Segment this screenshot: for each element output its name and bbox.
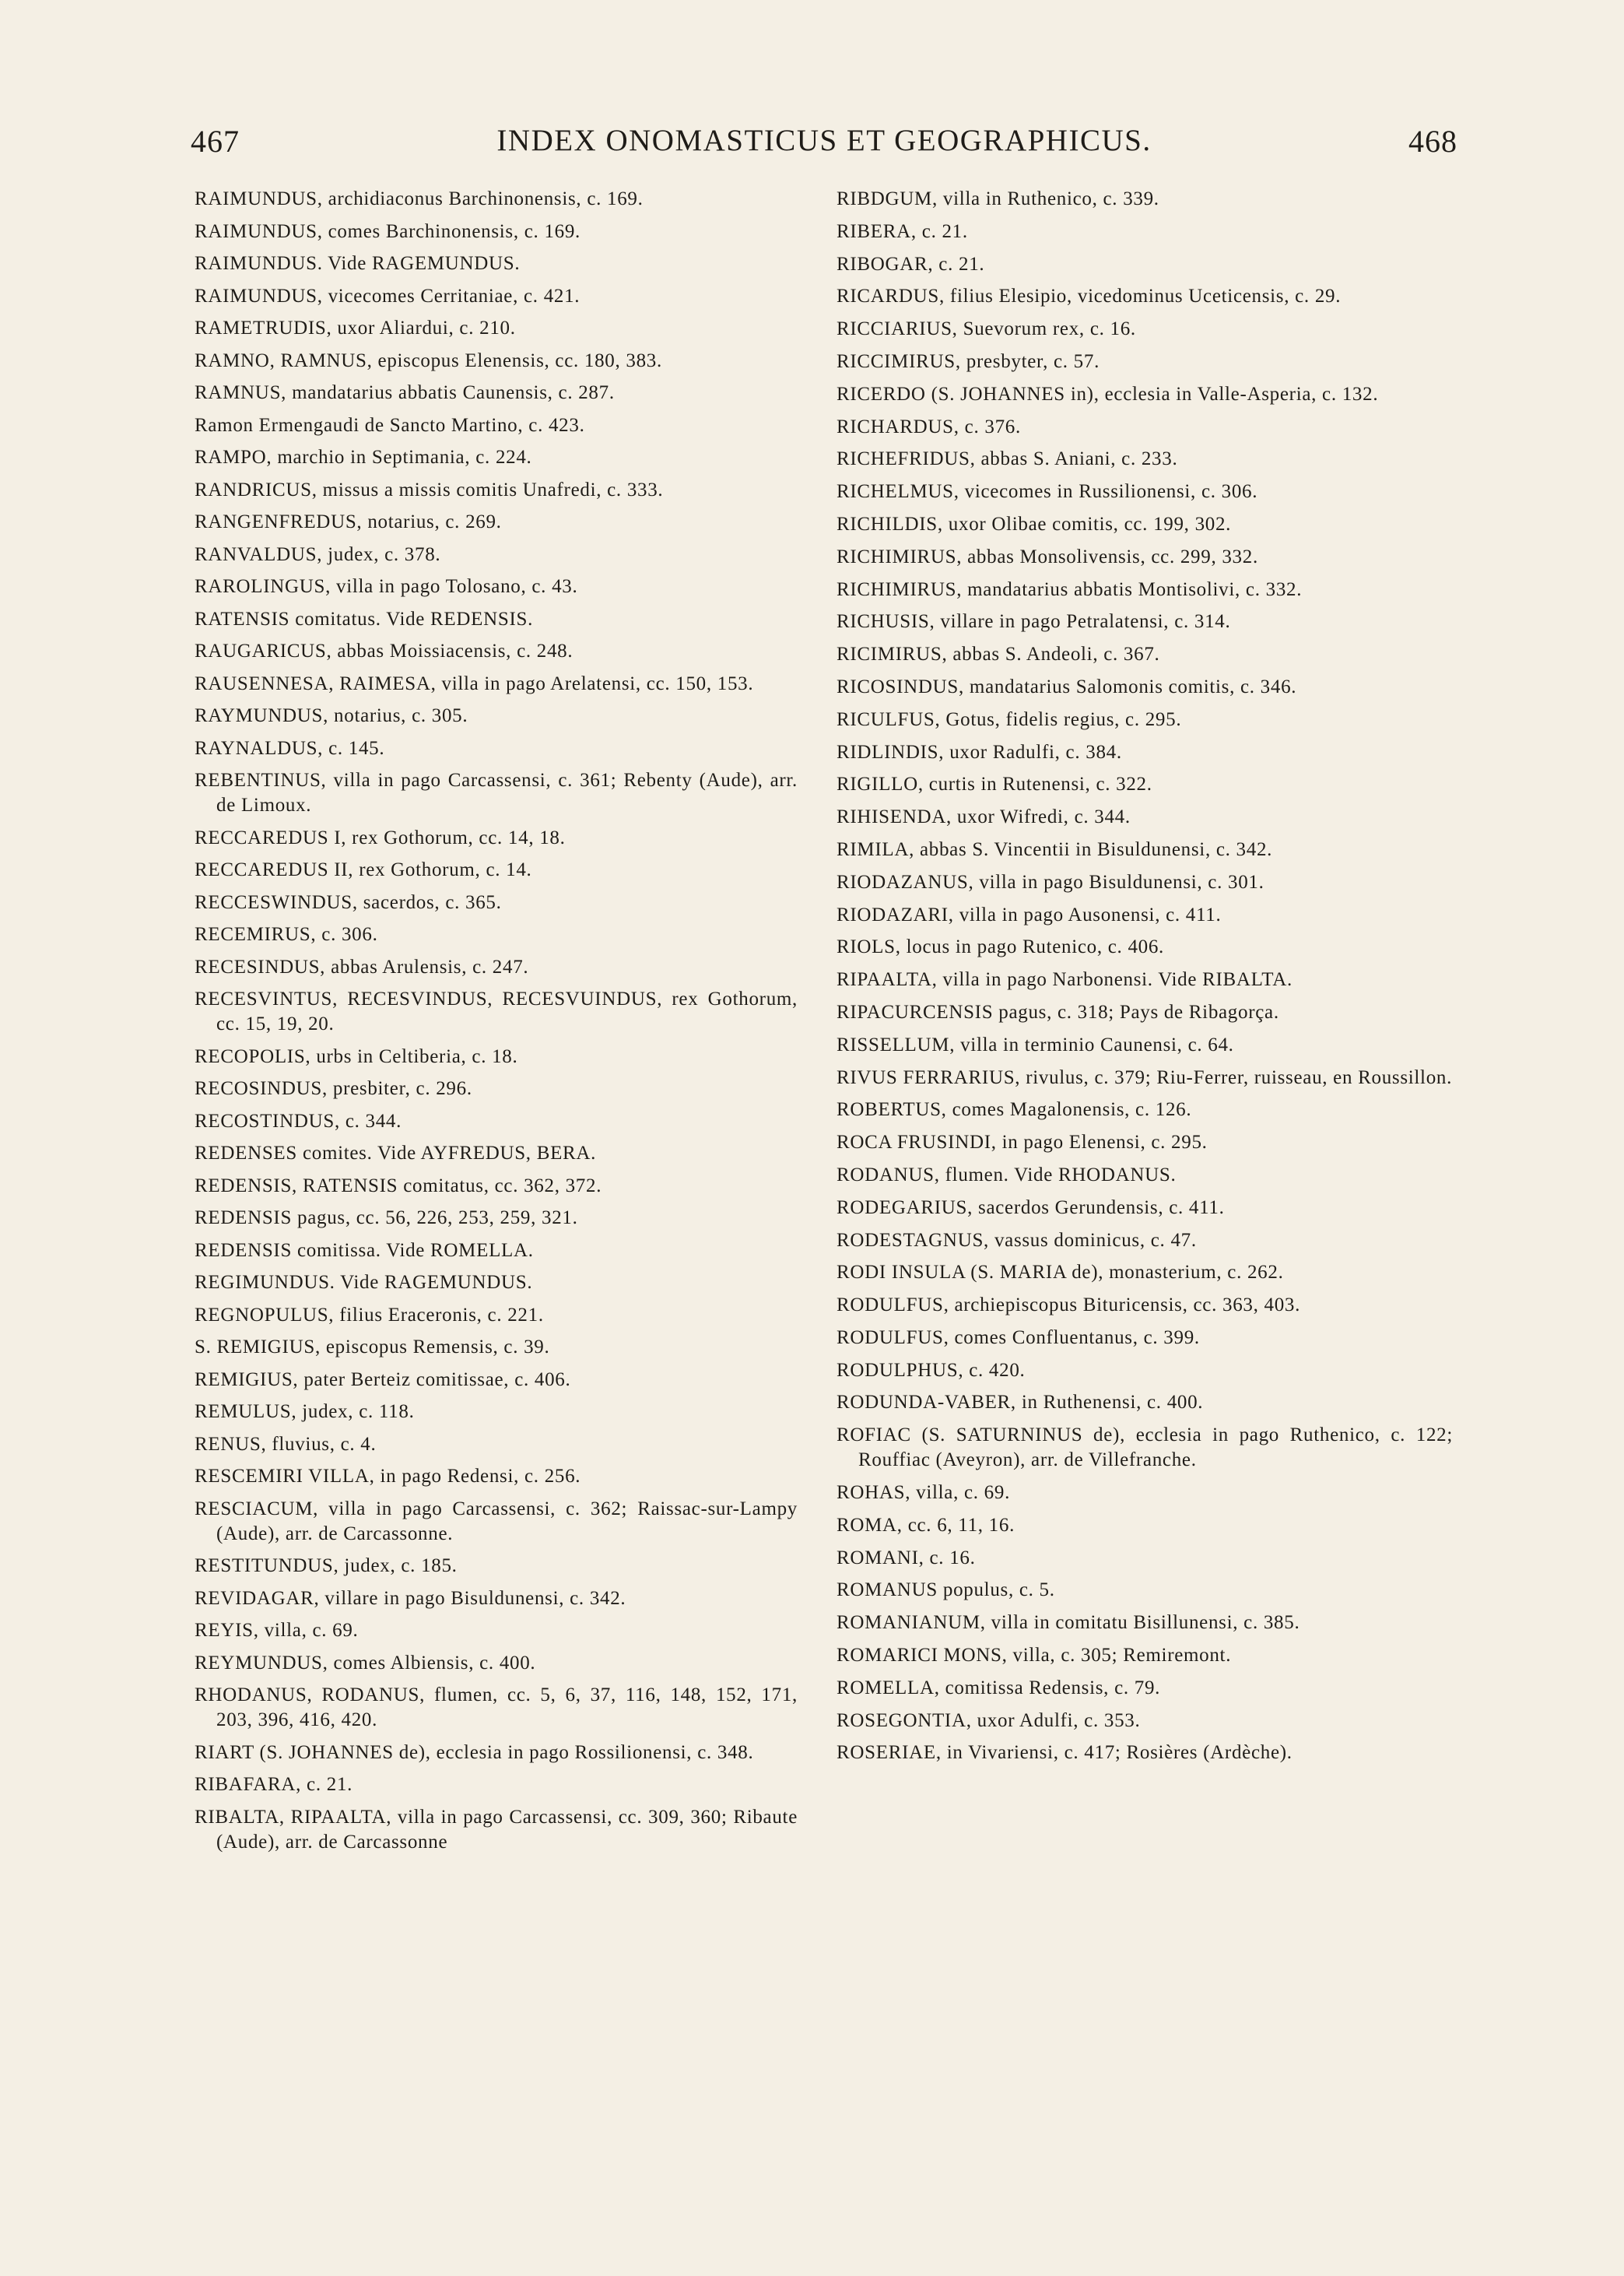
index-entry: RAMETRUDIS, uxor Aliardui, c. 210. bbox=[195, 318, 516, 339]
index-entry: RAUGARICUS, abbas Moissiacensis, c. 248. bbox=[195, 641, 573, 662]
index-entry: RIBALTA, RIPAALTA, villa in pago Carcassensi, cc. 309, 360; Ribaute (Aude), arr. de Carcassonne bbox=[195, 1806, 798, 1853]
index-entry: RICHUSIS, villare in pago Petralatensi, c. 314. bbox=[837, 611, 1231, 633]
index-entry: RANVALDUS, judex, c. 378. bbox=[195, 543, 441, 565]
index-entry: RECEMIRUS, c. 306. bbox=[195, 924, 378, 945]
index-entry: RAMPO, marchio in Septimania, c. 224. bbox=[195, 447, 532, 468]
index-entry: REDENSIS, RATENSIS comitatus, cc. 362, 372. bbox=[195, 1175, 602, 1196]
index-entry: RAMNO, RAMNUS, episcopus Elenensis, cc. 180, 383. bbox=[195, 349, 662, 371]
index-entry: REDENSIS pagus, cc. 56, 226, 253, 259, 321. bbox=[195, 1207, 578, 1228]
index-entry: RIBDGUM, villa in Ruthenico, c. 339. bbox=[837, 188, 1159, 209]
running-title: INDEX ONOMASTICUS ET GEOGRAPHICUS. bbox=[496, 124, 1152, 157]
index-entry: RIBOGAR, c. 21. bbox=[837, 253, 985, 275]
index-entry: RAUSENNESA, RAIMESA, villa in pago Arelatensi, cc. 150, 153. bbox=[195, 673, 754, 694]
index-entry: RECESINDUS, abbas Arulensis, c. 247. bbox=[195, 956, 529, 978]
index-entry: ROMANIANUM, villa in comitatu Bisillunensi, c. 385. bbox=[837, 1612, 1300, 1634]
index-entry: RESCEMIRI VILLA, in pago Redensi, c. 256. bbox=[195, 1466, 581, 1487]
index-entry: RIBERA, c. 21. bbox=[837, 220, 968, 242]
index-entry: RESCIACUM, villa in pago Carcassensi, c. 362; Raissac-sur-Lampy (Aude), arr. de Carcassonne. bbox=[195, 1498, 798, 1544]
index-entry: RENUS, fluvius, c. 4. bbox=[195, 1433, 377, 1455]
page-number-right: 468 bbox=[1408, 124, 1457, 159]
index-entry: REBENTINUS, villa in pago Carcassensi, c. 361; Rebenty (Aude), arr. de Limoux. bbox=[195, 770, 798, 816]
index-entry: RODUNDA-VABER, in Ruthenensi, c. 400. bbox=[837, 1392, 1204, 1414]
index-entry: RIODAZANUS, villa in pago Bisuldunensi, c. 301. bbox=[837, 871, 1264, 893]
index-entry: RICCIARIUS, Suevorum rex, c. 16. bbox=[837, 318, 1136, 340]
index-entry: RECESVINTUS, RECESVINDUS, RECESVUINDUS, rex Gothorum, cc. 15, 19, 20. bbox=[195, 989, 798, 1034]
index-entry: RATENSIS comitatus. Vide REDENSIS. bbox=[195, 608, 534, 630]
index-entry: ROMANUS populus, c. 5. bbox=[837, 1579, 1055, 1601]
index-entry: ROSEGONTIA, uxor Adulfi, c. 353. bbox=[837, 1709, 1141, 1731]
index-entry: RODULPHUS, c. 420. bbox=[837, 1359, 1026, 1381]
index-entry: RODANUS, flumen. Vide RHODANUS. bbox=[837, 1164, 1177, 1185]
index-entry: Ramon Ermengaudi de Sancto Martino, c. 423. bbox=[195, 414, 585, 436]
index-entry: RICHIMIRUS, mandatarius abbatis Montisolivi, c. 332. bbox=[837, 578, 1303, 600]
index-entry: RECCAREDUS I, rex Gothorum, cc. 14, 18. bbox=[195, 827, 566, 848]
index-entry: RIVUS FERRARIUS, rivulus, c. 379; Riu-Ferrer, ruisseau, en Roussillon. bbox=[837, 1066, 1453, 1088]
index-entry: REDENSES comites. Vide AYFREDUS, BERA. bbox=[195, 1143, 597, 1164]
index-entry: ROFIAC (S. SATURNINUS de), ecclesia in pago Ruthenico, c. 122; Rouffiac (Aveyron), arr. de Villefranche. bbox=[837, 1424, 1453, 1471]
index-entry: RODULFUS, comes Confluentanus, c. 399. bbox=[837, 1326, 1200, 1348]
index-entry: RODULFUS, archiepiscopus Bituricensis, cc. 363, 403. bbox=[837, 1294, 1301, 1316]
index-entry: RAIMUNDUS, comes Barchinonensis, c. 169. bbox=[195, 220, 581, 242]
index-entry: RICHEFRIDUS, abbas S. Aniani, c. 233. bbox=[837, 448, 1178, 470]
index-entry: REMULUS, judex, c. 118. bbox=[195, 1401, 415, 1422]
index-entry: REVIDAGAR, villare in pago Bisuldunensi, c. 342. bbox=[195, 1587, 626, 1609]
index-entry: REGNOPULUS, filius Eraceronis, c. 221. bbox=[195, 1304, 544, 1326]
index-entry: RAROLINGUS, villa in pago Tolosano, c. 43. bbox=[195, 576, 578, 597]
index-entry: RICIMIRUS, abbas S. Andeoli, c. 367. bbox=[837, 644, 1160, 666]
index-entry: RAIMUNDUS, vicecomes Cerritaniae, c. 421. bbox=[195, 285, 581, 307]
index-entry: RANDRICUS, missus a missis comitis Unafredi, c. 333. bbox=[195, 479, 664, 501]
index-entry: RISSELLUM, villa in terminio Caunensi, c. 64. bbox=[837, 1034, 1234, 1055]
index-entry: RODI INSULA (S. MARIA de), monasterium, c. 262. bbox=[837, 1262, 1284, 1284]
index-entry: RICHIMIRUS, abbas Monsolivensis, cc. 299, 332. bbox=[837, 546, 1258, 567]
index-entry: RIPACURCENSIS pagus, c. 318; Pays de Ribagorça. bbox=[837, 1001, 1279, 1023]
index-entry: RICOSINDUS, mandatarius Salomonis comitis, c. 346. bbox=[837, 676, 1297, 697]
index-entry: RICCIMIRUS, presbyter, c. 57. bbox=[837, 350, 1100, 372]
index-entry: ROSERIAE, in Vivariensi, c. 417; Rosières (Ardèche). bbox=[837, 1742, 1293, 1764]
index-entry: RHODANUS, RODANUS, flumen, cc. 5, 6, 37, 116, 148, 152, 171, 203, 396, 416, 420. bbox=[195, 1684, 798, 1730]
index-entry: RAYNALDUS, c. 145. bbox=[195, 737, 385, 759]
index-entry: RAIMUNDUS. Vide RAGEMUNDUS. bbox=[195, 253, 521, 274]
index-entry: RIMILA, abbas S. Vincentii in Bisuldunensi, c. 342. bbox=[837, 838, 1273, 860]
index-entry: REGIMUNDUS. Vide RAGEMUNDUS. bbox=[195, 1272, 533, 1293]
index-entry: ROCA FRUSINDI, in pago Elenensi, c. 295. bbox=[837, 1132, 1208, 1154]
page-number-left: 467 bbox=[191, 124, 240, 159]
index-entry: RIBAFARA, c. 21. bbox=[195, 1774, 353, 1795]
index-entry: RANGENFREDUS, notarius, c. 269. bbox=[195, 511, 502, 532]
index-entry: RECOSINDUS, presbiter, c. 296. bbox=[195, 1078, 472, 1099]
index-entry: RODEGARIUS, sacerdos Gerundensis, c. 411. bbox=[837, 1196, 1225, 1218]
index-entry: RECOPOLIS, urbs in Celtiberia, c. 18. bbox=[195, 1045, 518, 1067]
index-entry: RIOLS, locus in pago Rutenico, c. 406. bbox=[837, 936, 1164, 958]
index-entry: REDENSIS comitissa. Vide ROMELLA. bbox=[195, 1239, 534, 1261]
index-entry: RODESTAGNUS, vassus dominicus, c. 47. bbox=[837, 1229, 1197, 1251]
index-entry: ROMA, cc. 6, 11, 16. bbox=[837, 1514, 1015, 1536]
index-entry: RECCAREDUS II, rex Gothorum, c. 14. bbox=[195, 859, 532, 880]
index-entry: RECOSTINDUS, c. 344. bbox=[195, 1110, 402, 1132]
index-entry: ROMARICI MONS, villa, c. 305; Remiremont. bbox=[837, 1645, 1232, 1667]
index-entry: ROMANI, c. 16. bbox=[837, 1547, 976, 1568]
index-entry: S. REMIGIUS, episcopus Remensis, c. 39. bbox=[195, 1336, 550, 1358]
index-entry: RICERDO (S. JOHANNES in), ecclesia in Valle-Asperia, c. 132. bbox=[837, 383, 1379, 405]
index-entry: RIART (S. JOHANNES de), ecclesia in pago Rossilionensi, c. 348. bbox=[195, 1741, 754, 1763]
index-entry: RICHILDIS, uxor Olibae comitis, cc. 199, 302. bbox=[837, 513, 1232, 535]
index-entry: ROHAS, villa, c. 69. bbox=[837, 1482, 1011, 1504]
index-entry: RICHELMUS, vicecomes in Russilionensi, c. 306. bbox=[837, 481, 1258, 503]
index-entry: REYIS, villa, c. 69. bbox=[195, 1620, 359, 1641]
left-column bbox=[195, 187, 798, 1862]
index-entry: RAYMUNDUS, notarius, c. 305. bbox=[195, 705, 468, 726]
index-entry: RECCESWINDUS, sacerdos, c. 365. bbox=[195, 891, 502, 913]
index-entry: RESTITUNDUS, judex, c. 185. bbox=[195, 1555, 458, 1576]
index-entry: ROMELLA, comitissa Redensis, c. 79. bbox=[837, 1677, 1161, 1698]
index-entry: RIHISENDA, uxor Wifredi, c. 344. bbox=[837, 806, 1131, 828]
index-entry: RIPAALTA, villa in pago Narbonensi. Vide RIBALTA. bbox=[837, 969, 1293, 991]
running-header bbox=[191, 123, 1457, 170]
index-entry: RIGILLO, curtis in Rutenensi, c. 322. bbox=[837, 774, 1152, 796]
index-entry: RAIMUNDUS, archidiaconus Barchinonensis, c. 169. bbox=[195, 188, 644, 209]
index-entry: REMIGIUS, pater Berteiz comitissae, c. 406. bbox=[195, 1368, 571, 1390]
index-entry: RICHARDUS, c. 376. bbox=[837, 416, 1021, 437]
index-entry: RICARDUS, filius Elesipio, vicedominus Uceticensis, c. 29. bbox=[837, 286, 1342, 307]
index-entry: RIDLINDIS, uxor Radulfi, c. 384. bbox=[837, 741, 1122, 763]
index-entry: ROBERTUS, comes Magalonensis, c. 126. bbox=[837, 1099, 1192, 1121]
index-entry: RAMNUS, mandatarius abbatis Caunensis, c. 287. bbox=[195, 382, 615, 403]
right-column bbox=[837, 187, 1453, 1773]
index-entry: REYMUNDUS, comes Albiensis, c. 400. bbox=[195, 1652, 536, 1674]
index-entry: RIODAZARI, villa in pago Ausonensi, c. 411. bbox=[837, 904, 1222, 926]
index-entry: RICULFUS, Gotus, fidelis regius, c. 295. bbox=[837, 708, 1182, 730]
